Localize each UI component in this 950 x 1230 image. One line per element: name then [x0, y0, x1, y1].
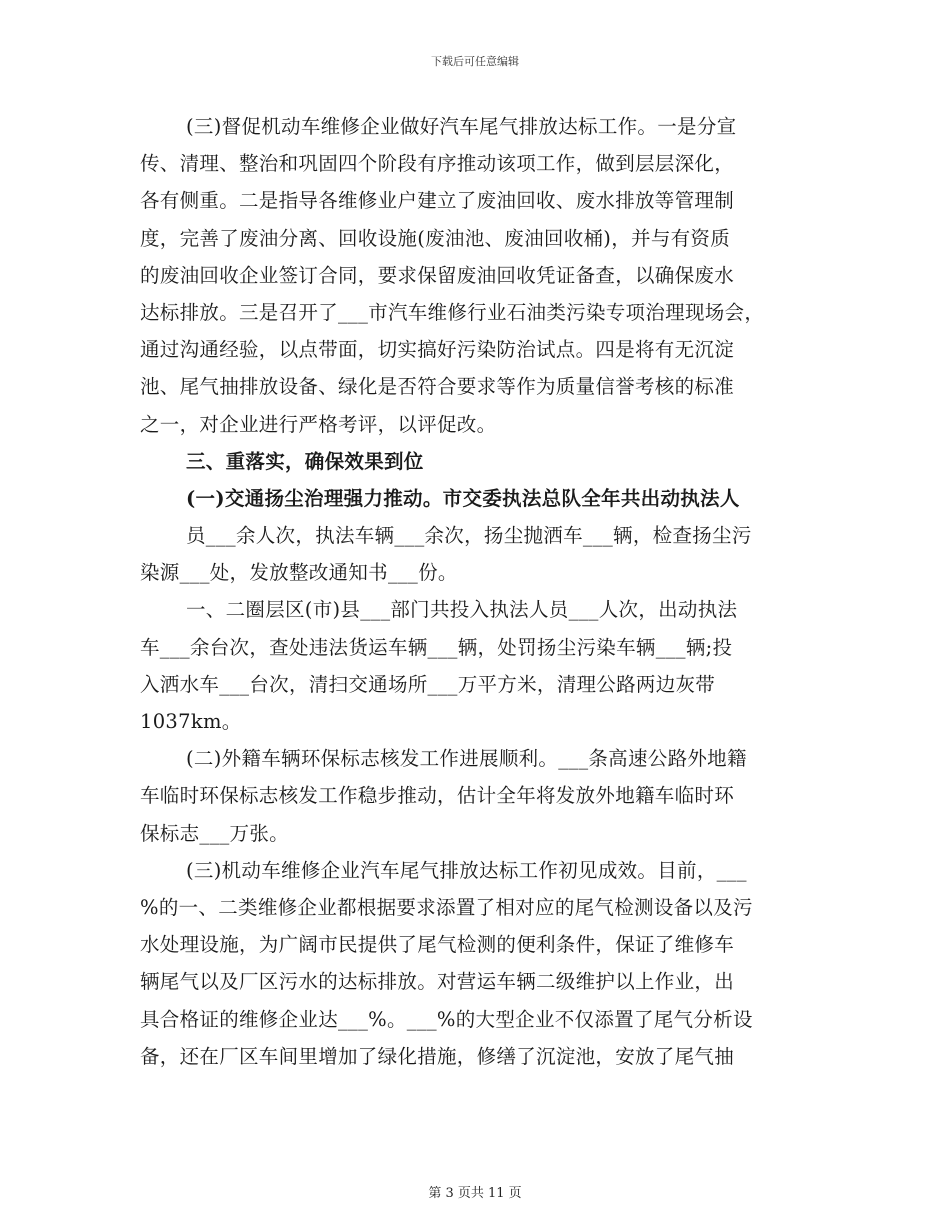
paragraph-line: 一、二圈层区(市)县___部门共投入执法人员___人次，出动执法	[186, 598, 738, 622]
paragraph-line: %的一、二类维修企业都根据要求添置了相对应的尾气检测设备以及污	[140, 895, 753, 919]
paragraph-line: 辆尾气以及厂区污水的达标排放。对营运车辆二级维护以上作业，出	[140, 970, 735, 994]
paragraph-line: 度，完善了废油分离、回收设施(废油池、废油回收桶)，并与有资质	[140, 226, 731, 250]
paragraph-line: 达标排放。三是召开了___市汽车维修行业石油类污染专项治理现场会，	[140, 300, 765, 324]
paragraph-line: 之一，对企业进行严格考评，以评促改。	[140, 412, 497, 436]
paragraph-line: 水处理设施，为广阔市民提供了尾气检测的便利条件，保证了维修车	[140, 933, 735, 957]
paragraph-line: 备，还在厂区车间里增加了绿化措施，修缮了沉淀池，安放了尾气抽	[140, 1044, 735, 1068]
paragraph-line: 各有侧重。二是指导各维修业户建立了废油回收、废水排放等管理制	[140, 189, 735, 213]
paragraph-line: 通过沟通经验，以点带面，切实搞好污染防治试点。四是将有无沉淀	[140, 338, 735, 362]
paragraph-line: 的废油回收企业签订合同，要求保留废油回收凭证备查，以确保废水	[140, 263, 735, 287]
paragraph-line: 入洒水车___台次，清扫交通场所___万平方米，清理公路两边灰带	[140, 672, 716, 696]
paragraph-line: (三)机动车维修企业汽车尾气排放达标工作初见成效。目前，___	[186, 858, 747, 882]
paragraph-line: 染源___处，发放整改通知书___份。	[140, 561, 458, 585]
paragraph-line: 具合格证的维修企业达___%。___%的大型企业不仅添置了尾气分析设	[140, 1007, 753, 1031]
paragraph-line: 传、清理、整治和巩固四个阶段有序推动该项工作，做到层层深化，	[140, 152, 735, 176]
paragraph-line: 员___余人次，执法车辆___余次，扬尘抛洒车___辆，检查扬尘污	[186, 524, 752, 548]
page-header: 下载后可任意编辑	[431, 55, 519, 68]
paragraph-line: 保标志___万张。	[140, 821, 289, 845]
page-footer: 第 3 页共 11 页	[428, 1186, 522, 1201]
document-body	[140, 108, 820, 1075]
section-heading-line: (一)交通扬尘治理强力推动。市交委执法总队全年共出动执法人	[186, 486, 740, 510]
paragraph-line: 车临时环保标志核发工作稳步推动，估计全年将发放外地籍车临时环	[140, 784, 735, 808]
paragraph-line: 车___余台次，查处违法货运车辆___辆，处罚扬尘污染车辆___辆;投	[140, 635, 733, 659]
paragraph-line: 1037km。	[140, 710, 242, 733]
paragraph-line: (三)督促机动车维修企业做好汽车尾气排放达标工作。一是分宣	[186, 115, 737, 138]
section-heading-line: 三、重落实，确保效果到位	[186, 449, 424, 473]
paragraph-line: 池、尾气抽排放设备、绿化是否符合要求等作为质量信誉考核的标准	[140, 375, 735, 399]
paragraph-line: (二)外籍车辆环保标志核发工作进展顺利。___条高速公路外地籍	[186, 747, 747, 771]
